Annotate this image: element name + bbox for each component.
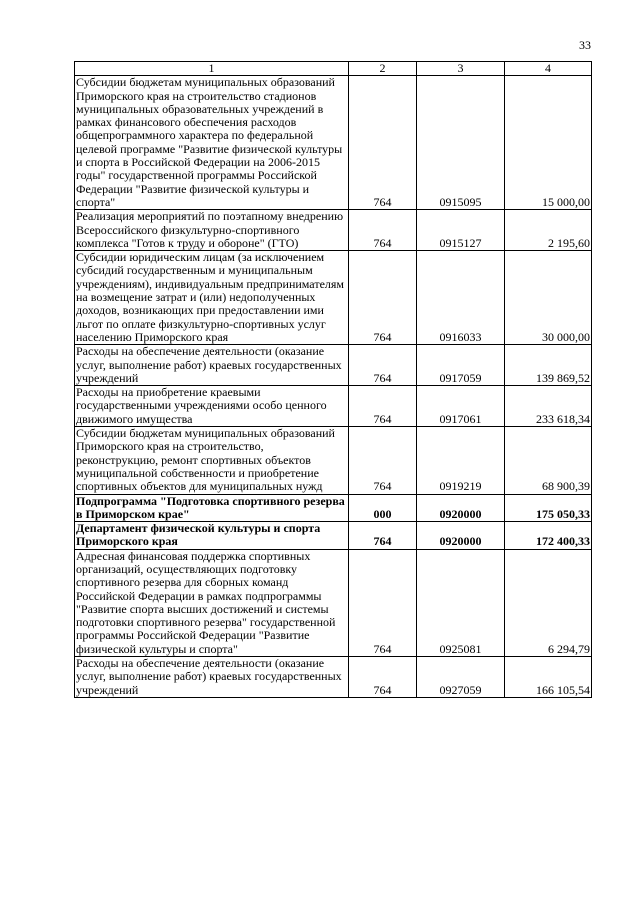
table-row [75, 345, 592, 386]
table-body [75, 76, 592, 698]
row-department-code-cell: 764 [349, 522, 417, 550]
row-name-cell: Подпрограмма "Подготовка спортивного резерва в Приморском крае" [75, 494, 349, 522]
row-name-cell: Расходы на обеспечение деятельности (оказание услуг, выполнение работ) краевых государственных учреждений [75, 345, 349, 386]
table-row [75, 427, 592, 494]
row-target-article-cell: 0917059 [417, 345, 505, 386]
row-department-code-cell: 764 [349, 210, 417, 251]
row-target-article-cell: 0917061 [417, 386, 505, 427]
row-target-article-cell: 0916033 [417, 251, 505, 345]
row-target-article-cell: 0925081 [417, 549, 505, 656]
row-department-code-cell: 764 [349, 76, 417, 210]
table-row [75, 76, 592, 210]
row-name-cell: Реализация мероприятий по поэтапному внедрению Всероссийского физкультурно-спортивного комплекса "Готов к труду и обороне" (ГТО) [75, 210, 349, 251]
row-target-article-cell: 0915127 [417, 210, 505, 251]
row-target-article-cell: 0927059 [417, 657, 505, 698]
table-row [75, 657, 592, 698]
row-target-article-cell: 0919219 [417, 427, 505, 494]
row-name-cell: Адресная финансовая поддержка спортивных организаций, осуществляющих подготовку спортивного резерва для сборных команд Российской Федерации в рамках подпрограммы "Развитие спорта высших достижений и системы подготовки спортивного резерва" государственной программы Российской Федерации "Развитие физической культуры и спорта" [75, 549, 349, 656]
row-department-code-cell: 764 [349, 549, 417, 656]
row-department-code-cell: 764 [349, 345, 417, 386]
row-amount-cell: 172 400,33 [505, 522, 592, 550]
row-name-cell: Субсидии бюджетам муниципальных образований Приморского края на строительство стадионов муниципальных образовательных учреждений в рамках финансового обеспечения расходов общепрограммного характера по федеральной целевой программе "Развитие физической культуры и спорта в Российской Федерации на 2006-2015 годы" государственной программы Российской Федерации "Развитие физической культуры и спорта" [75, 76, 349, 210]
row-name-cell: Субсидии бюджетам муниципальных образований Приморского края на строительство, реконструкцию, ремонт спортивных объектов муниципальной собственности и приобретение спортивных объектов для муниципальных нужд [75, 427, 349, 494]
table-row [75, 549, 592, 656]
column-header-row [75, 62, 592, 76]
budget-table [74, 61, 592, 698]
row-name-cell: Субсидии юридическим лицам (за исключением субсидий государственным и муниципальным учреждениям), индивидуальным предпринимателям на возмещение затрат и (или) недополученных доходов, возникающих при предоставлении ими льгот по оплате физкультурно-спортивных услуг населению Приморского края [75, 251, 349, 345]
row-target-article-cell: 0920000 [417, 522, 505, 550]
row-amount-cell: 166 105,54 [505, 657, 592, 698]
row-name-cell: Расходы на приобретение краевыми государственными учреждениями особо ценного движимого имущества [75, 386, 349, 427]
row-amount-cell: 6 294,79 [505, 549, 592, 656]
row-name-cell: Департамент физической культуры и спорта Приморского края [75, 522, 349, 550]
row-amount-cell: 175 050,33 [505, 494, 592, 522]
table-row [75, 522, 592, 550]
column-header-amount: 4 [505, 62, 592, 76]
row-amount-cell: 15 000,00 [505, 76, 592, 210]
row-amount-cell: 2 195,60 [505, 210, 592, 251]
row-amount-cell: 233 618,34 [505, 386, 592, 427]
table-row [75, 494, 592, 522]
row-department-code-cell: 764 [349, 657, 417, 698]
row-department-code-cell: 764 [349, 251, 417, 345]
column-header-department: 2 [349, 62, 417, 76]
column-header-name: 1 [75, 62, 349, 76]
row-department-code-cell: 764 [349, 386, 417, 427]
row-department-code-cell: 764 [349, 427, 417, 494]
row-name-cell: Расходы на обеспечение деятельности (оказание услуг, выполнение работ) краевых государственных учреждений [75, 657, 349, 698]
row-target-article-cell: 0920000 [417, 494, 505, 522]
row-department-code-cell: 000 [349, 494, 417, 522]
row-amount-cell: 68 900,39 [505, 427, 592, 494]
table-row [75, 210, 592, 251]
row-target-article-cell: 0915095 [417, 76, 505, 210]
column-header-target-article: 3 [417, 62, 505, 76]
row-amount-cell: 30 000,00 [505, 251, 592, 345]
table-row [75, 251, 592, 345]
row-amount-cell: 139 869,52 [505, 345, 592, 386]
table-row [75, 386, 592, 427]
page-number: 33 [579, 38, 591, 52]
